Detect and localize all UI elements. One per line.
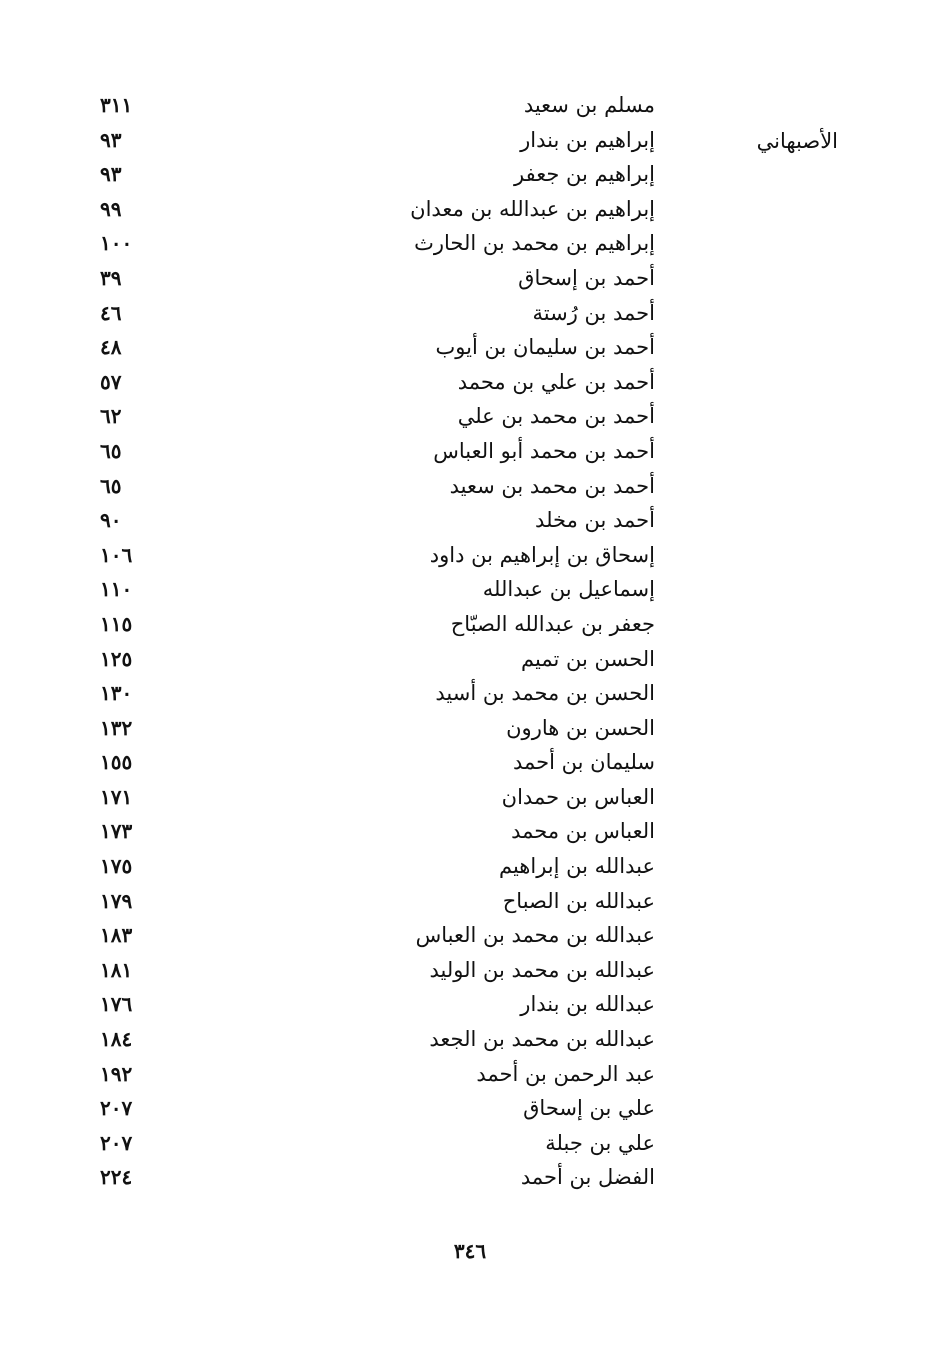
index-entry [100,676,655,711]
index-entry [100,261,655,296]
entry-name: عبدالله بن الصباح [502,888,655,913]
entry-name: العباس بن حمدان [501,784,655,809]
index-entry [100,607,655,642]
index-entry [100,1022,655,1057]
entry-name: أحمد بن رُستة [532,300,655,325]
entry-page-ref: ١٧٦ [100,992,133,1017]
entry-name: سليمان بن أحمد [512,750,655,775]
index-entry [100,918,655,953]
entry-page-ref: ١١٠ [100,577,133,602]
entry-name: عبدالله بن محمد بن الوليد [429,957,655,982]
index-entry [100,226,655,261]
entry-name: أحمد بن محمد بن سعيد [449,473,655,498]
entry-page-ref: ١٧١ [100,784,133,809]
entry-name: إبراهيم بن بندار [520,127,655,152]
index-entry [100,296,655,331]
index-entry [100,1160,655,1195]
index-entry [100,745,655,780]
entry-name: عبدالله بن بندار [520,992,655,1017]
index-entry-list [100,88,655,1195]
entry-name: أحمد بن محمد أبو العباس [433,438,655,463]
page-number: ٣٤٦ [453,1239,487,1263]
entry-page-ref: ١٩٢ [100,1061,133,1086]
entry-page-ref: ٦٥ [100,438,122,463]
entry-name: عبدالله بن محمد بن الجعد [429,1027,655,1052]
entry-page-ref: ٢٠٧ [100,1130,133,1155]
index-entry [100,399,655,434]
index-entry [100,469,655,504]
index-entry [100,711,655,746]
entry-name: إسماعيل بن عبدالله [482,577,655,602]
entry-page-ref: ١١٥ [100,611,133,636]
index-entry [100,884,655,919]
entry-name: أحمد بن محمد بن علي [457,404,655,429]
entry-page-ref: ١٢٥ [100,646,133,671]
index-entry [100,434,655,469]
entry-page-ref: ٦٥ [100,473,122,498]
entry-page-ref: ١٨٤ [100,1027,133,1052]
entry-page-ref: ٢٠٧ [100,1096,133,1121]
entry-name: جعفر بن عبدالله الصبّاح [450,611,655,636]
entry-name: إسحاق بن إبراهيم بن داود [429,542,655,567]
index-entry [100,1126,655,1161]
entry-page-ref: ٩٩ [100,196,122,221]
entry-name: أحمد بن سليمان بن أيوب [435,335,655,360]
entry-name: مسلم بن سعيد [523,93,655,117]
index-entry [100,88,655,123]
entry-page-ref: ١٧٩ [100,888,133,913]
entry-name: إبراهيم بن جعفر [514,162,655,187]
entry-page-ref: ١٣٢ [100,715,133,740]
index-entry [100,1091,655,1126]
entry-name: الفضل بن أحمد [520,1165,655,1190]
index-entry [100,365,655,400]
entry-name: الحسن بن هارون [506,715,655,740]
index-entry [100,642,655,677]
entry-name: أحمد بن إسحاق [518,265,655,290]
entry-page-ref: ٦٢ [100,404,122,429]
entry-name: عبدالله بن محمد بن العباس [415,923,655,948]
entry-page-ref: ١٠٠ [100,231,133,256]
entry-page-ref: ١٣٠ [100,681,133,706]
entry-name: إبراهيم بن عبدالله بن معدان [410,196,655,221]
entry-page-ref: ١٠٦ [100,542,133,567]
entry-page-ref: ٩٣ [100,127,122,152]
index-entry [100,330,655,365]
index-entry [100,953,655,988]
entry-page-ref: ٩٣ [100,162,122,187]
index-entry [100,1057,655,1092]
entry-name: إبراهيم بن محمد بن الحارث [414,231,655,256]
index-entry [100,538,655,573]
entry-page-ref: ٣١١ [100,93,133,117]
entry-page-ref: ٩٠ [100,508,122,533]
entry-name: أحمد بن مخلد [535,508,655,533]
entry-name: الحسن بن تميم [521,646,655,671]
entry-page-ref: ١٥٥ [100,750,133,775]
entry-page-ref: ١٨١ [100,957,133,982]
entry-name: العباس بن محمد [511,819,655,844]
entry-page-ref: ٢٢٤ [100,1165,133,1190]
entry-page-ref: ٤٨ [100,335,122,360]
index-entry [100,780,655,815]
index-entry [100,849,655,884]
section-heading: الأصبهاني [756,129,838,153]
index-entry [100,503,655,538]
entry-name: الحسن بن محمد بن أسيد [435,681,655,706]
entry-page-ref: ١٧٣ [100,819,133,844]
index-entry [100,192,655,227]
index-entry [100,123,655,158]
entry-name: أحمد بن علي بن محمد [457,369,655,394]
entry-page-ref: ٤٦ [100,300,122,325]
entry-name: علي بن إسحاق [523,1096,655,1121]
entry-page-ref: ٥٧ [100,369,122,394]
entry-page-ref: ٣٩ [100,265,122,290]
index-entry [100,814,655,849]
entry-page-ref: ١٨٣ [100,923,133,948]
index-entry [100,987,655,1022]
index-entry [100,157,655,192]
entry-name: عبد الرحمن بن أحمد [476,1061,655,1086]
entry-name: عبدالله بن إبراهيم [498,854,655,879]
entry-page-ref: ١٧٥ [100,854,133,879]
entry-name: علي بن جبلة [545,1130,655,1155]
index-entry [100,572,655,607]
